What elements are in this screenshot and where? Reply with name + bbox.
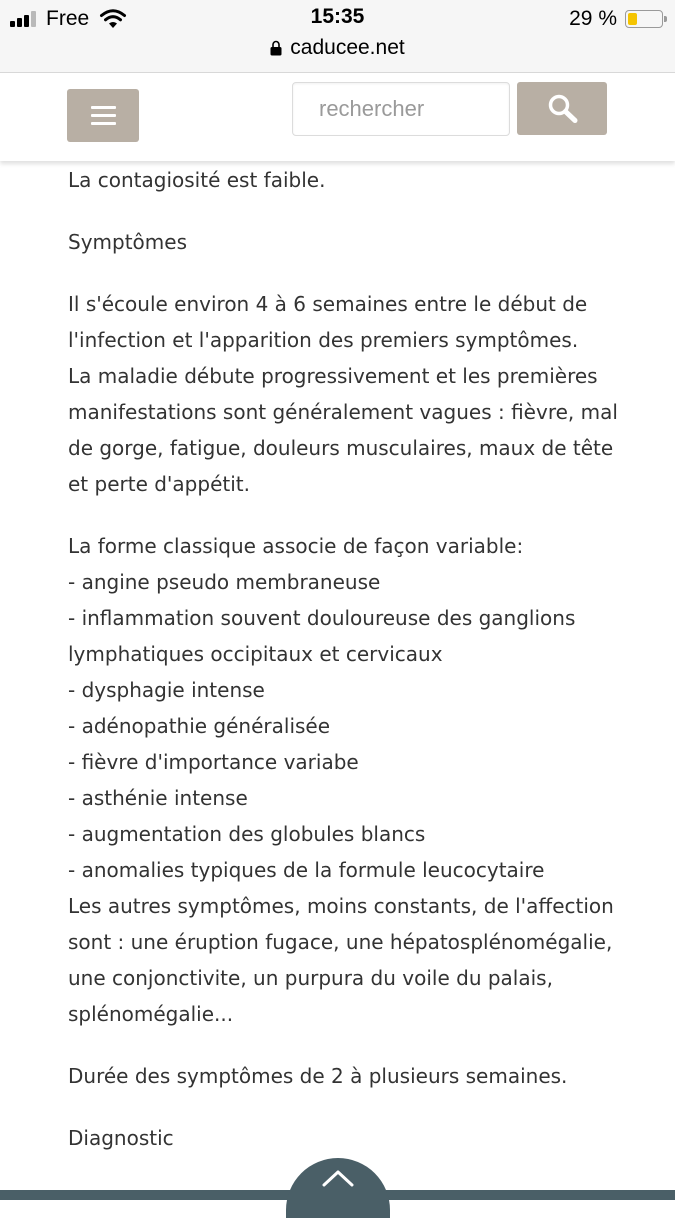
article-body	[68, 162, 628, 1156]
list-item: - adénopathie généralisée	[68, 714, 331, 738]
scroll-to-top-button[interactable]	[286, 1158, 390, 1218]
status-bar	[0, 0, 675, 73]
status-right	[569, 6, 663, 32]
list-item: - fièvre d'importance variabe	[68, 750, 359, 774]
section-heading-symptoms: Symptômes	[68, 230, 187, 254]
battery-percentage: 29 %	[569, 7, 617, 30]
lock-icon	[270, 40, 282, 56]
clock: 15:35	[310, 5, 365, 28]
battery-icon	[625, 10, 663, 28]
hamburger-bar	[91, 114, 116, 117]
paragraph-duration: Durée des symptômes de 2 à plusieurs semaines.	[68, 1064, 568, 1088]
paragraph-contagion: La contagiosité est faible.	[68, 168, 326, 192]
list-item: - anomalies typiques de la formule leucocytaire	[68, 858, 545, 882]
carrier-name: Free	[46, 7, 90, 30]
paragraph-classic-intro: La forme classique associe de façon variable:	[68, 534, 524, 558]
battery-level-fill	[628, 13, 637, 25]
paragraph-other-symptoms: Les autres symptômes, moins constants, de l'affection sont : une éruption fugace, une hépatosplénomégalie, une conjonctivite, un purpura du voile du palais, splénomégalie...	[68, 894, 614, 1026]
list-item: - augmentation des globules blancs	[68, 822, 426, 846]
hamburger-bar	[91, 122, 116, 125]
list-item: - inflammation souvent douloureuse des ganglions lymphatiques occipitaux et cervicaux	[68, 606, 576, 666]
list-item: - asthénie intense	[68, 786, 248, 810]
list-item: - angine pseudo membraneuse	[68, 570, 381, 594]
address-bar[interactable]	[0, 36, 675, 60]
hamburger-menu-icon	[91, 106, 116, 109]
menu-button[interactable]	[67, 89, 139, 142]
search-button[interactable]	[517, 82, 607, 135]
site-header	[0, 73, 675, 161]
section-heading-diagnostic: Diagnostic	[68, 1126, 174, 1150]
chevron-up-icon	[321, 1168, 355, 1188]
search-input[interactable]	[292, 82, 510, 136]
page-url: caducee.net	[290, 36, 405, 59]
list-item: - dysphagie intense	[68, 678, 265, 702]
paragraph-incubation: Il s'écoule environ 4 à 6 semaines entre le début de l'infection et l'apparition des premiers symptômes.	[68, 292, 588, 352]
paragraph-onset: La maladie débute progressivement et les premières manifestations sont généralement vagues : fièvre, mal de gorge, fatigue, douleurs musculaires, maux de tête et perte d'appétit.	[68, 364, 618, 496]
magnifier-icon	[548, 94, 578, 123]
